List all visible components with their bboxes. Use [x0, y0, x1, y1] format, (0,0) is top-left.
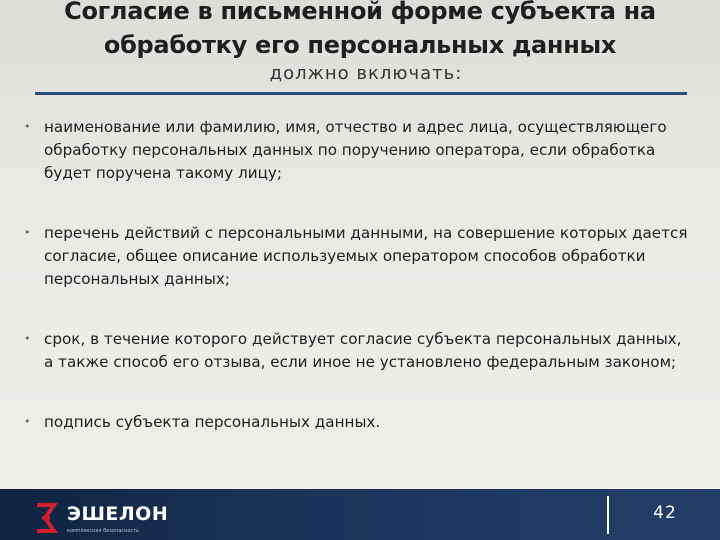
bullet-text: срок, в течение которого действует согласие субъекта персональных данных, а также способ его отзыва, если иное не установлено федеральным законом; [44, 330, 682, 371]
bullet-item-1 [22, 116, 694, 185]
footer-bar [0, 489, 720, 540]
bullet-text: перечень действий с персональными данными, на совершение которых дается согласие, общее описание используемых оператором способов обработки персональных данных; [44, 224, 688, 288]
bullet-icon: • [24, 226, 31, 239]
slide-title [0, 0, 720, 62]
bullet-item-3 [22, 328, 694, 374]
bullet-item-2 [22, 222, 694, 291]
page-number: 42 [653, 503, 677, 523]
bullet-icon: • [24, 415, 31, 428]
slide-title-line-2: обработку его персональных данных [103, 31, 617, 59]
bullet-item-4 [22, 411, 694, 434]
logo-tagline: комплексная безопасность [67, 528, 139, 534]
bullet-list [22, 116, 694, 471]
bullet-text: подпись субъекта персональных данных. [44, 413, 381, 431]
logo-wordmark: ЭШЕЛОН [67, 503, 169, 525]
bullet-icon: • [24, 120, 31, 133]
footer-divider [607, 496, 609, 534]
slide-subtitle: должно включать: [269, 63, 463, 84]
bullet-text: наименование или фамилию, имя, отчество и адрес лица, осуществляющего обработку персональных данных по поручению оператора, если обработка будет поручена такому лицу; [44, 118, 667, 182]
bullet-icon: • [24, 332, 31, 345]
echelon-logo [34, 503, 169, 534]
echelon-logo-icon [34, 503, 60, 533]
slide-title-line-1: Согласие в письменной форме субъекта на [64, 0, 656, 25]
title-divider [35, 92, 687, 95]
